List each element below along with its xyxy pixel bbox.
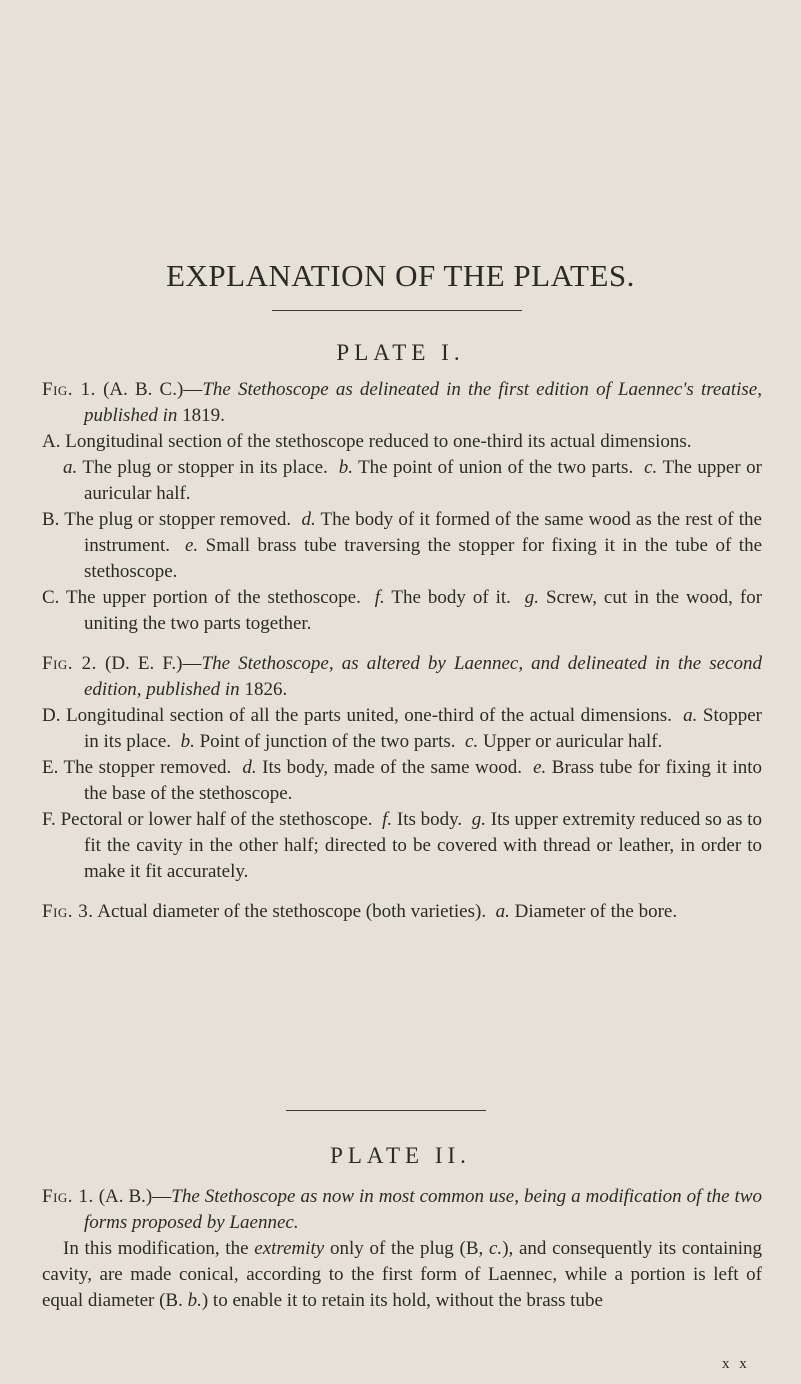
sub-letter: a. — [63, 457, 78, 478]
item-text: Longitudinal section of the stethoscope reduced to one-third its actual dimensions. — [65, 431, 692, 452]
sub-letter: a. — [495, 901, 510, 922]
fig-year: 1819. — [182, 405, 225, 426]
item-letter: D. — [42, 705, 61, 726]
sub-letter: f. — [374, 587, 385, 608]
item-letter: B. — [42, 509, 60, 530]
item-text: Screw, cut in the wood, for uniting the two parts together. — [84, 587, 763, 634]
plate-2-body — [42, 1184, 762, 1314]
fig-ref: (A. B.)— — [98, 1186, 172, 1207]
item-text: Point of junction of the two parts. — [199, 731, 456, 752]
sub-letter: g. — [524, 587, 540, 608]
item-c — [42, 585, 762, 637]
item-text: Its body. — [396, 809, 463, 830]
item-text: The stopper removed. — [63, 757, 232, 778]
fig-text: Actual diameter of the stethoscope (both varieties). — [97, 901, 487, 922]
sub-letter: b. — [338, 457, 353, 478]
item-letter: F. — [42, 809, 56, 830]
item-letter: A. — [42, 431, 61, 452]
item-text: Brass tube for fixing it into the base of the stethoscope. — [84, 757, 763, 804]
sub-letter: c. — [465, 731, 479, 752]
para-text: In this modification, the — [63, 1238, 249, 1259]
item-text: Small brass tube traversing the stopper for fixing it in the tube of the stethoscope. — [84, 535, 762, 582]
item-text: Longitudinal section of all the parts united, one-third of the actual dimensions. — [66, 705, 672, 726]
sub-letter: f. — [382, 809, 393, 830]
rule-2 — [286, 1110, 486, 1111]
item-letter: E. — [42, 757, 59, 778]
item-f — [42, 807, 762, 885]
sub-letter: b. — [180, 731, 195, 752]
page-heading: EXPLANATION OF THE PLATES. — [166, 258, 635, 293]
item-text: The upper portion of the stethoscope. — [66, 587, 361, 608]
fig-3-caption — [42, 899, 762, 925]
fig-1-caption — [42, 377, 762, 429]
plate-2-fig-1-caption — [42, 1184, 762, 1236]
item-text: Its upper extremity reduced so as to fit the cavity in the other half; directed to be covered with thread or leather, in order to make it fit accurately. — [84, 809, 763, 882]
sub-letter: d. — [242, 757, 257, 778]
item-letter: C. — [42, 587, 60, 608]
item-d — [42, 703, 762, 755]
sub-text: The plug or stopper in its place. — [82, 457, 328, 478]
para-text: ), and consequently its containing cavity, are made conical, according to the first form of Laennec, while a portion is left of equal diameter (B. — [42, 1238, 763, 1311]
item-b — [42, 507, 762, 585]
plate-1-title: PLATE I. — [336, 340, 465, 365]
item-text: The body of it. — [391, 587, 511, 608]
item-text: The plug or stopper removed. — [64, 509, 292, 530]
item-text: The body of it formed of the same wood as the rest of the instrument. — [84, 509, 762, 556]
fig-caption: The Stethoscope, as altered by Laennec, and delineated in the second edition, published in — [84, 653, 762, 700]
sub-letter: b. — [187, 1290, 202, 1311]
sub-text: The upper or auricular half. — [84, 457, 762, 504]
sub-letter: c. — [644, 457, 658, 478]
fig-year: 1826. — [244, 679, 288, 700]
para-text: ) to enable it to retain its hold, without the brass tube — [201, 1290, 603, 1311]
plate-2-paragraph — [42, 1236, 762, 1314]
sub-letter: d. — [301, 509, 316, 530]
fig-caption: The Stethoscope as now in most common use, being a modification of the two forms proposed by Laennec. — [84, 1186, 762, 1233]
fig-text: Diameter of the bore. — [514, 901, 678, 922]
sub-letter: c. — [489, 1238, 503, 1259]
plate-2-title: PLATE II. — [330, 1143, 471, 1168]
sub-letter: e. — [533, 757, 547, 778]
fig-caption: The Stethoscope as delineated in the first edition of Laennec's treatise, published in — [84, 379, 762, 426]
fig-label: Fig. 2. — [42, 653, 97, 674]
para-text: only of the plug (B, — [329, 1238, 484, 1259]
catchword: x x — [722, 1356, 750, 1372]
fig-label: Fig. 1. — [42, 1186, 94, 1207]
fig-ref: (A. B. C.)— — [103, 379, 203, 400]
sub-text: The point of union of the two parts. — [358, 457, 634, 478]
item-text: Pectoral or lower half of the stethoscope. — [60, 809, 373, 830]
fig-2-caption — [42, 651, 762, 703]
para-emphasis: extremity — [254, 1238, 325, 1259]
item-text: Its body, made of the same wood. — [262, 757, 523, 778]
plate-1-body — [42, 377, 762, 925]
item-text: Stopper in its place. — [84, 705, 763, 752]
rule-1 — [272, 310, 522, 311]
item-text: Upper or auricular half. — [482, 731, 663, 752]
sub-letter: g. — [471, 809, 486, 830]
item-a — [42, 429, 762, 455]
subitem-a — [42, 455, 762, 507]
fig-label: Fig. 3. — [42, 901, 94, 922]
fig-label: Fig. 1. — [42, 379, 96, 400]
sub-letter: a. — [683, 705, 698, 726]
sub-letter: e. — [185, 535, 199, 556]
item-e — [42, 755, 762, 807]
fig-ref: (D. E. F.)— — [105, 653, 202, 674]
